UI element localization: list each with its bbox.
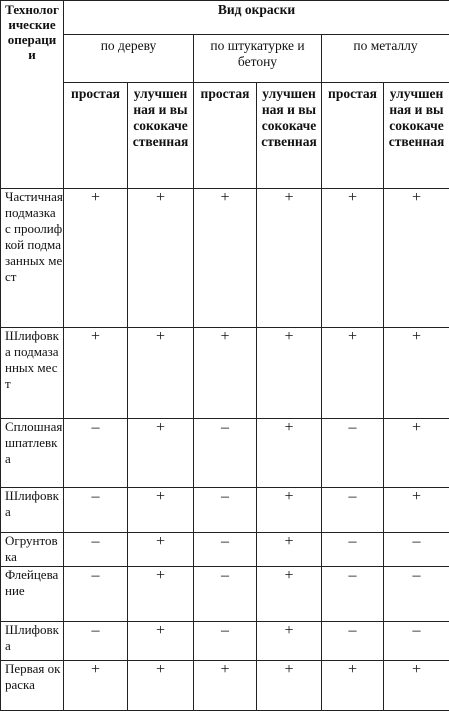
row-label — [1, 189, 64, 328]
col-header-improved — [128, 83, 194, 189]
cell-mark: + — [384, 661, 449, 711]
cell-mark: + — [128, 567, 194, 622]
row-label — [1, 661, 64, 711]
surface-header-plaster: по штукатурке и бетону — [194, 35, 322, 83]
row-label — [1, 622, 64, 661]
cell-mark: + — [128, 533, 194, 567]
surface-header-wood: по дереву — [64, 35, 194, 83]
cell-mark: + — [194, 328, 257, 419]
col-header-improved — [257, 83, 322, 189]
table-row — [1, 661, 449, 711]
table-row — [1, 488, 449, 533]
table-row — [1, 567, 449, 622]
cell-mark: + — [257, 189, 322, 328]
row-label-text: Шлифовка — [5, 488, 63, 520]
cell-mark: – — [322, 419, 384, 488]
cell-mark: + — [64, 661, 128, 711]
row-label-text: Шлифовка подмазанных мест — [5, 328, 63, 392]
row-label — [1, 567, 64, 622]
cell-mark: – — [64, 533, 128, 567]
cell-mark: + — [322, 328, 384, 419]
row-label — [1, 328, 64, 419]
cell-mark: – — [194, 533, 257, 567]
cell-mark: + — [257, 488, 322, 533]
cell-mark: + — [322, 661, 384, 711]
cell-mark: – — [194, 488, 257, 533]
cell-mark: – — [384, 533, 449, 567]
cell-mark: – — [322, 567, 384, 622]
cell-mark: + — [257, 622, 322, 661]
cell-mark: + — [257, 661, 322, 711]
cell-mark: – — [64, 419, 128, 488]
row-label — [1, 488, 64, 533]
cell-mark: + — [384, 488, 449, 533]
cell-mark: + — [128, 328, 194, 419]
row-label-text: Огрунтовка — [5, 533, 63, 565]
cell-mark: + — [384, 328, 449, 419]
cell-mark: + — [194, 661, 257, 711]
surface-header-metal: по металлу — [322, 35, 449, 83]
cell-mark: + — [128, 189, 194, 328]
table-row — [1, 533, 449, 567]
table-row — [1, 622, 449, 661]
row-label — [1, 419, 64, 488]
operations-header-text: Технологические операции — [5, 2, 59, 62]
cell-mark: + — [384, 419, 449, 488]
row-label-text: Первая окраска — [5, 661, 63, 693]
paint-type-header: Вид окраски — [64, 1, 449, 35]
table-row — [1, 328, 449, 419]
cell-mark: + — [128, 488, 194, 533]
cell-mark: + — [257, 328, 322, 419]
row-label-text: Частичная подмазка с проолифкой подмазанных мест — [5, 189, 63, 285]
cell-mark: – — [322, 622, 384, 661]
cell-mark: + — [64, 189, 128, 328]
cell-mark: + — [257, 533, 322, 567]
cell-mark: – — [322, 488, 384, 533]
cell-mark: – — [64, 622, 128, 661]
operations-header — [1, 1, 64, 189]
cell-mark: + — [128, 419, 194, 488]
cell-mark: + — [257, 567, 322, 622]
col-header-simple: простая — [322, 83, 384, 189]
cell-mark: + — [257, 419, 322, 488]
col-header-improved — [384, 83, 449, 189]
cell-mark: – — [64, 567, 128, 622]
cell-mark: – — [194, 419, 257, 488]
cell-mark: – — [64, 488, 128, 533]
col-header-simple: простая — [194, 83, 257, 189]
row-label-text: Флейцевание — [5, 567, 63, 599]
cell-mark: + — [64, 328, 128, 419]
col-header-improved-text: улучшенная и высококачественная — [260, 86, 318, 150]
cell-mark: + — [128, 622, 194, 661]
cell-mark: + — [384, 189, 449, 328]
col-header-improved-text: улучшенная и высококачественная — [132, 86, 190, 150]
table-row — [1, 419, 449, 488]
cell-mark: + — [322, 189, 384, 328]
row-label-text: Сплошная шпатлевка — [5, 419, 63, 467]
col-header-improved-text: улучшенная и высококачественная — [388, 86, 446, 150]
row-label — [1, 533, 64, 567]
cell-mark: + — [128, 661, 194, 711]
col-header-simple: простая — [64, 83, 128, 189]
cell-mark: – — [322, 533, 384, 567]
row-label-text: Шлифовка — [5, 622, 63, 654]
cell-mark: – — [384, 567, 449, 622]
cell-mark: – — [384, 622, 449, 661]
table-row — [1, 189, 449, 328]
cell-mark: – — [194, 567, 257, 622]
cell-mark: + — [194, 189, 257, 328]
cell-mark: – — [194, 622, 257, 661]
